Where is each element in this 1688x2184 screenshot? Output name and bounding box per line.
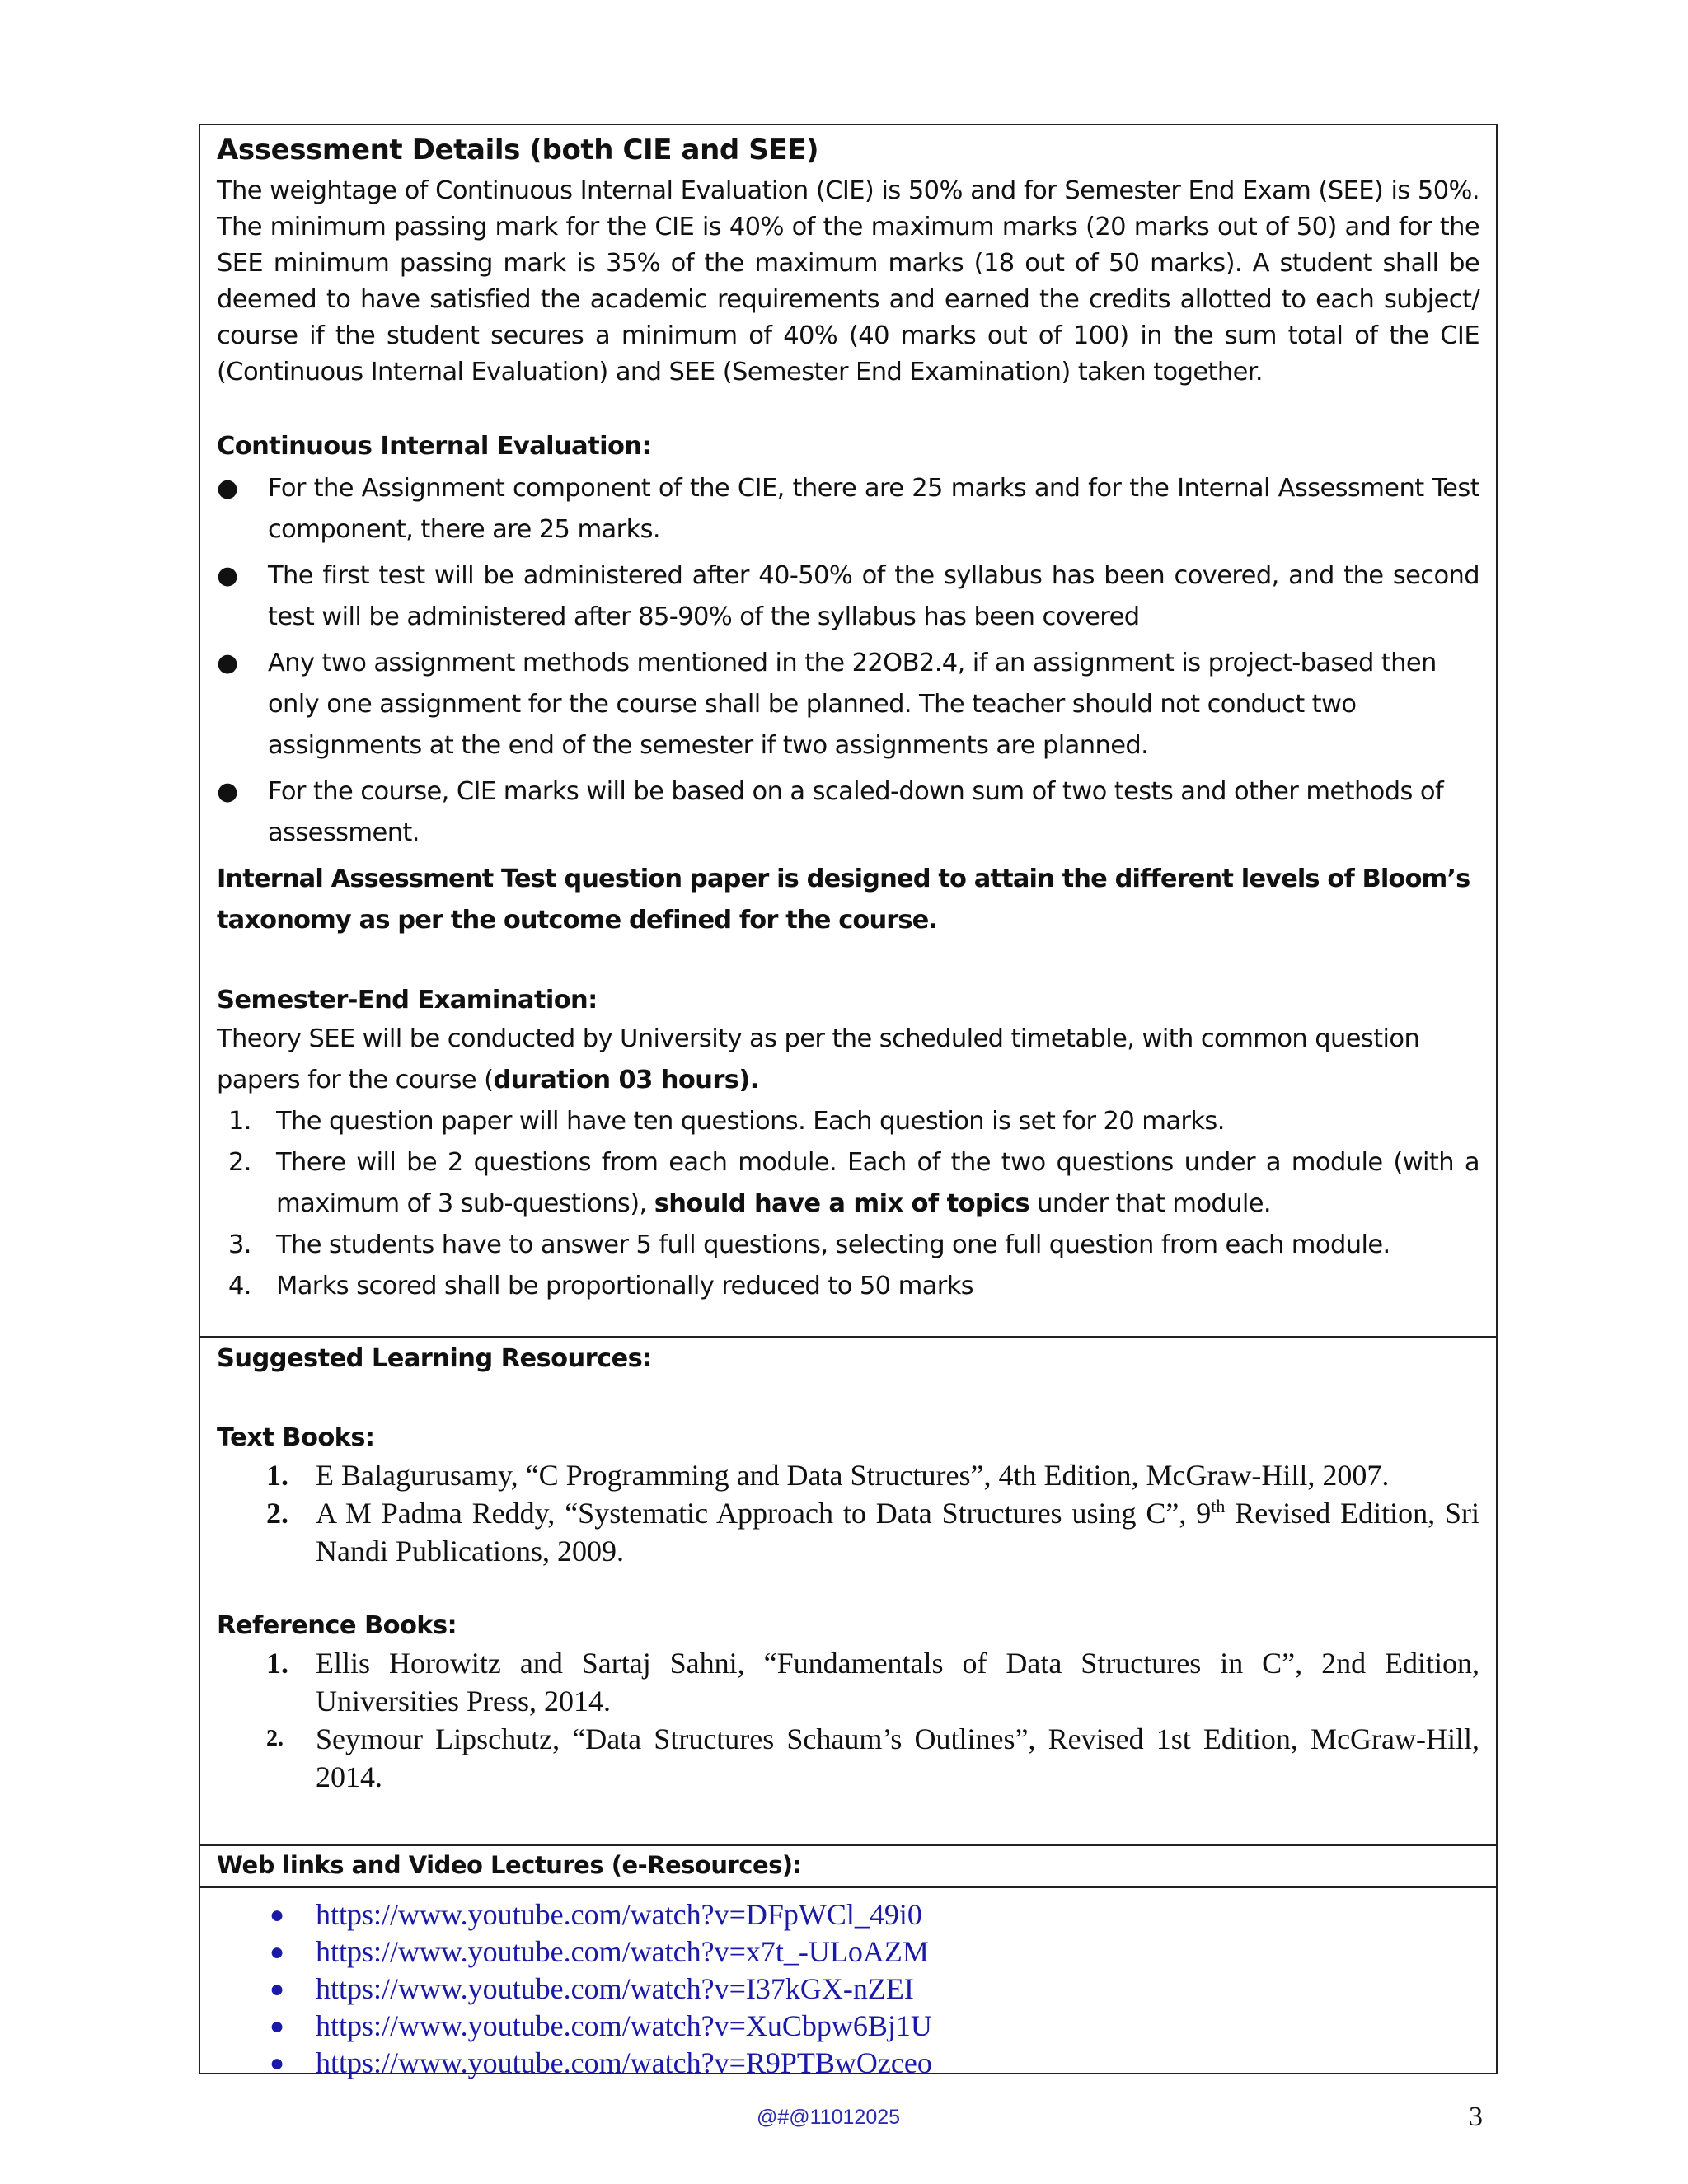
- cie-heading: Continuous Internal Evaluation:: [217, 432, 652, 461]
- list-item: [217, 2008, 1479, 2045]
- list-item: [217, 1225, 1479, 1266]
- list-item: [217, 1266, 1479, 1307]
- list-item: [217, 2045, 1479, 2082]
- bullet-icon: ●: [217, 649, 238, 677]
- video-link[interactable]: https://www.youtube.com/watch?v=R9PTBwOzceo: [316, 2046, 932, 2079]
- list-item: [217, 1456, 1479, 1494]
- assessment-cell: [200, 130, 1496, 1338]
- list-item: [217, 1896, 1479, 1933]
- list-number: 2.: [266, 1726, 284, 1751]
- see-list: [217, 1101, 1479, 1307]
- see-point-text: under that module.: [1029, 1189, 1272, 1218]
- see-heading: Semester-End Examination:: [217, 986, 598, 1015]
- list-item: [217, 1494, 1479, 1570]
- video-link[interactable]: https://www.youtube.com/watch?v=I37kGX-nZEI: [316, 1972, 914, 2005]
- video-link[interactable]: https://www.youtube.com/watch?v=DFpWCl_49i0: [316, 1898, 922, 1931]
- cie-point-text: The first test will be administered after 40-50% of the syllabus has been covered, and the second test will be administered after 85-90% of the syllabus has been covered: [268, 561, 1479, 631]
- video-link[interactable]: https://www.youtube.com/watch?v=x7t_-ULoAZM: [316, 1935, 929, 1968]
- cie-note: Internal Assessment Test question paper is designed to attain the different levels of Bloom’s taxonomy as per the outcome defined for the course.: [217, 865, 1470, 935]
- text-books-heading: Text Books:: [217, 1423, 375, 1452]
- bullet-icon: ●: [217, 561, 238, 590]
- see-point-text: The students have to answer 5 full questions, selecting one full question from each module.: [276, 1230, 1390, 1259]
- resources-heading: Suggested Learning Resources:: [217, 1344, 652, 1373]
- list-number: 3.: [228, 1230, 251, 1259]
- list-number: 1.: [266, 1459, 288, 1492]
- list-item: [217, 1933, 1479, 1971]
- bullet-icon: ●: [270, 2050, 285, 2077]
- footer-code: @#@11012025: [757, 2106, 901, 2129]
- see-intro: [217, 1019, 1479, 1101]
- resources-cell: [200, 1341, 1496, 1846]
- list-number: 2.: [266, 1497, 288, 1530]
- list-item: [217, 1101, 1479, 1142]
- assessment-title: Assessment Details (both CIE and SEE): [217, 134, 819, 166]
- list-item: [217, 555, 1479, 638]
- book-text: A M Padma Reddy, “Systematic Approach to Data Structures using C”, 9: [316, 1497, 1212, 1530]
- see-point-bold: should have a mix of topics: [654, 1189, 1030, 1218]
- cie-point-text: For the Assignment component of the CIE, there are 25 marks and for the Internal Assessment Test component, there are 25 marks.: [268, 474, 1479, 544]
- page-number: 3: [1469, 2102, 1483, 2132]
- list-item: [217, 1720, 1479, 1796]
- book-text: E Balagurusamy, “C Programming and Data Structures”, 4th Edition, McGraw-Hill, 2007.: [316, 1459, 1390, 1492]
- reference-books-list: [217, 1644, 1479, 1796]
- list-item: [217, 771, 1479, 854]
- reference-books-heading: Reference Books:: [217, 1611, 457, 1640]
- list-item: [217, 1971, 1479, 2008]
- book-sup: th: [1211, 1496, 1226, 1516]
- list-item: [217, 1644, 1479, 1720]
- web-links-cell: [200, 1888, 1496, 2079]
- book-text: Ellis Horowitz and Sartaj Sahni, “Fundamentals of Data Structures in C”, 2nd Edition, Universities Press, 2014.: [316, 1647, 1479, 1718]
- see-duration: duration 03 hours).: [493, 1066, 759, 1094]
- web-links-heading-cell: [200, 1846, 1496, 1888]
- see-point-text: Marks scored shall be proportionally reduced to 50 marks: [276, 1272, 974, 1301]
- cie-point-text: For the course, CIE marks will be based on a scaled-down sum of two tests and other methods of assessment.: [268, 777, 1444, 847]
- bullet-icon: ●: [217, 474, 238, 503]
- list-number: 4.: [228, 1272, 251, 1301]
- bullet-icon: ●: [270, 1901, 285, 1929]
- book-text: Revised Edition, Sri Nandi Publications, 2009.: [316, 1497, 1479, 1568]
- bullet-icon: ●: [270, 2013, 285, 2040]
- video-link[interactable]: https://www.youtube.com/watch?v=XuCbpw6Bj1U: [316, 2009, 932, 2042]
- cie-list: [217, 468, 1479, 854]
- list-item: [217, 1142, 1479, 1225]
- web-links-list: [217, 1888, 1479, 2082]
- see-intro-text: Theory SEE will be conducted by University as per the scheduled timetable, with common question papers for the course (: [217, 1024, 1420, 1094]
- book-text: Seymour Lipschutz, “Data Structures Schaum’s Outlines”, Revised 1st Edition, McGraw-Hill, 2014.: [316, 1722, 1479, 1793]
- bullet-icon: ●: [270, 1938, 285, 1966]
- list-number: 2.: [228, 1148, 251, 1177]
- see-point-text: The question paper will have ten questions. Each question is set for 20 marks.: [276, 1107, 1225, 1136]
- list-item: [217, 468, 1479, 551]
- bullet-icon: ●: [217, 777, 238, 806]
- text-books-list: [217, 1456, 1479, 1570]
- list-number: 1.: [228, 1107, 251, 1136]
- list-number: 1.: [266, 1647, 288, 1680]
- syllabus-table: [199, 124, 1498, 2079]
- see-point-text: There will be 2 questions from each module. Each of the two questions under a module (with a maximum of 3 sub-questions),: [276, 1148, 1479, 1218]
- cie-point-text: Any two assignment methods mentioned in the 22OB2.4, if an assignment is project-based then only one assignment for the course shall be planned. The teacher should not conduct two assignments at the end of the semester if two assignments are planned.: [268, 649, 1437, 760]
- assessment-intro: The weightage of Continuous Internal Evaluation (CIE) is 50% and for Semester End Exam (SEE) is 50%. The minimum passing mark for the CIE is 40% of the maximum marks (20 marks out of 50) and for the SEE minimum passing mark is 35% of the maximum marks (18 out of 50 marks). A student shall be deemed to have satisfied the academic requirements and earned the credits allotted to each subject/ course if the student secures a minimum of 40% (40 marks out of 100) in the sum total of the CIE (Continuous Internal Evaluation) and SEE (Semester End Examination) taken together.: [217, 176, 1479, 387]
- web-links-heading: Web links and Video Lectures (e-Resources):: [217, 1851, 802, 1879]
- bullet-icon: ●: [270, 1975, 285, 2003]
- list-item: [217, 643, 1479, 766]
